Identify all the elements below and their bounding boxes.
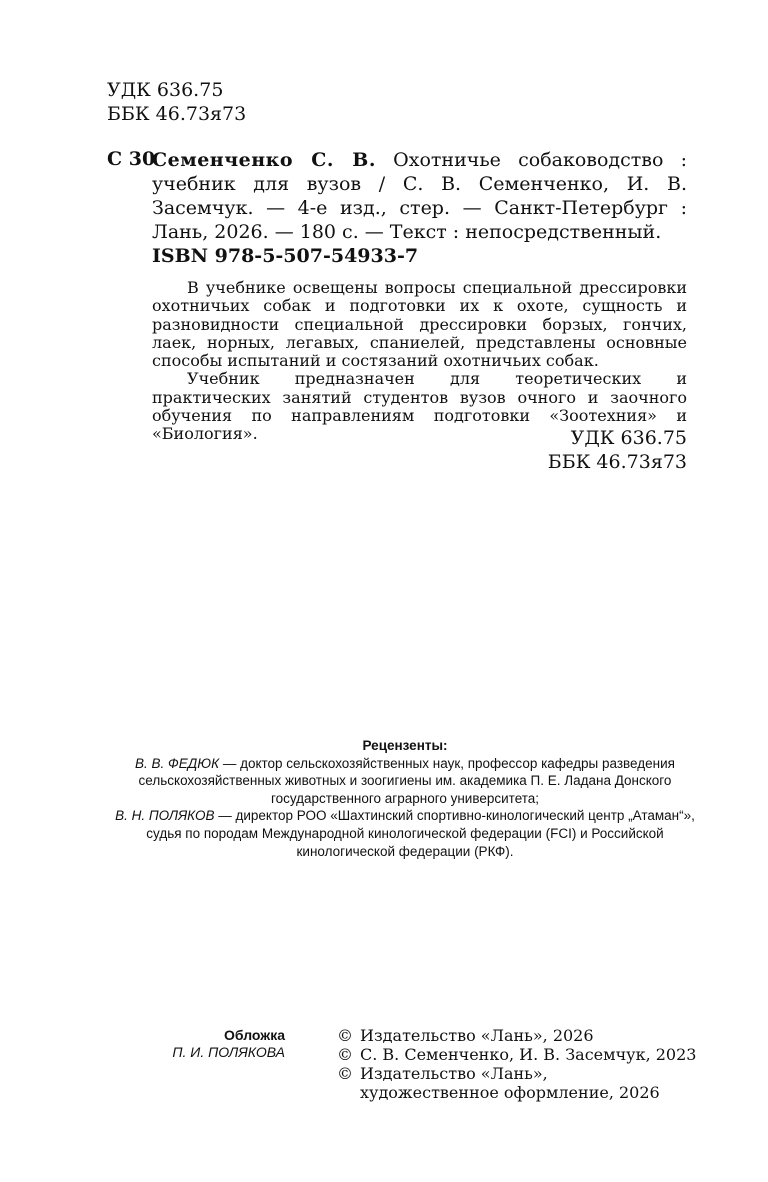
author-mark: С 30 [107, 148, 156, 170]
bbk-code: ББК 46.73я73 [107, 103, 247, 125]
reviewer-description: — директор РОО «Шахтинский спортивно-кинологический центр „Атаман“», судья по породам Международной кинологической федерации (FCI) и Российской кинологической федерации (РКФ). [146, 808, 695, 859]
udk-code: УДК 636.75 [107, 79, 224, 101]
bbk-code: ББК 46.73я73 [547, 451, 687, 473]
copyright-line [337, 1026, 696, 1045]
copyright-icon: © [337, 1026, 353, 1045]
copyright-text: Издательство «Лань», художественное оформление, 2026 [360, 1064, 660, 1102]
copyright-line [337, 1045, 696, 1064]
cover-label: Обложка [224, 1027, 285, 1043]
copyright-text: С. В. Семенченко, И. В. Засемчук, 2023 [360, 1045, 697, 1064]
bibliographic-record [152, 148, 687, 244]
bibliographic-description: Охотничье собаководство : учебник для вузов / С. В. Семенченко, И. В. Засемчук. — 4-е изд., стер. — Санкт-Петербург : Лань, 2026. — 180 с. — Текст : непосредственный. [152, 149, 687, 243]
annotation-paragraph: В учебнике освещены вопросы специальной дрессировки охотничьих собак и подготовки их к охоте, сущность и разновидности специальной дрессировки борзых, гончих, лаек, норных, легавых, спаниелей, представлены основные способы испытаний и состязаний охотничьих собак. [152, 278, 687, 371]
udk-bbk-right [152, 426, 687, 474]
copyright-icon: © [337, 1064, 353, 1083]
reviewers-block [100, 737, 710, 860]
copyright-icon: © [337, 1045, 353, 1064]
annotation-paragraph: Учебник предназначен для теоретических и практических занятий студентов вузов очного и заочного обучения по направлениям подготовки «Зоотехния» и «Биология». [152, 369, 687, 444]
reviewer-entry [100, 755, 710, 808]
annotation [152, 279, 687, 444]
udk-bbk-top [107, 78, 246, 126]
copyright-text: Издательство «Лань», 2026 [360, 1026, 594, 1045]
copyright-block [337, 1026, 696, 1102]
cover-designer: П. И. ПОЛЯКОВА [172, 1044, 285, 1060]
reviewer-entry [100, 807, 710, 860]
reviewers-title: Рецензенты: [362, 738, 448, 753]
isbn: ISBN 978-5-507-54933-7 [152, 245, 419, 267]
udk-code: УДК 636.75 [570, 427, 687, 449]
copyright-line [337, 1064, 696, 1102]
reviewer-name: В. В. ФЕДЮК [135, 755, 220, 771]
reviewer-name: В. Н. ПОЛЯКОВ [115, 808, 215, 824]
author-name: Семенченко С. В. [152, 149, 376, 171]
cover-credit [120, 1027, 285, 1061]
reviewer-description: — доктор сельскохозяйственных наук, профессор кафедры разведения сельскохозяйственных животных и зоогигиены им. академика П. Е. Ладана Донского государственного аграрного университета; [138, 755, 675, 806]
